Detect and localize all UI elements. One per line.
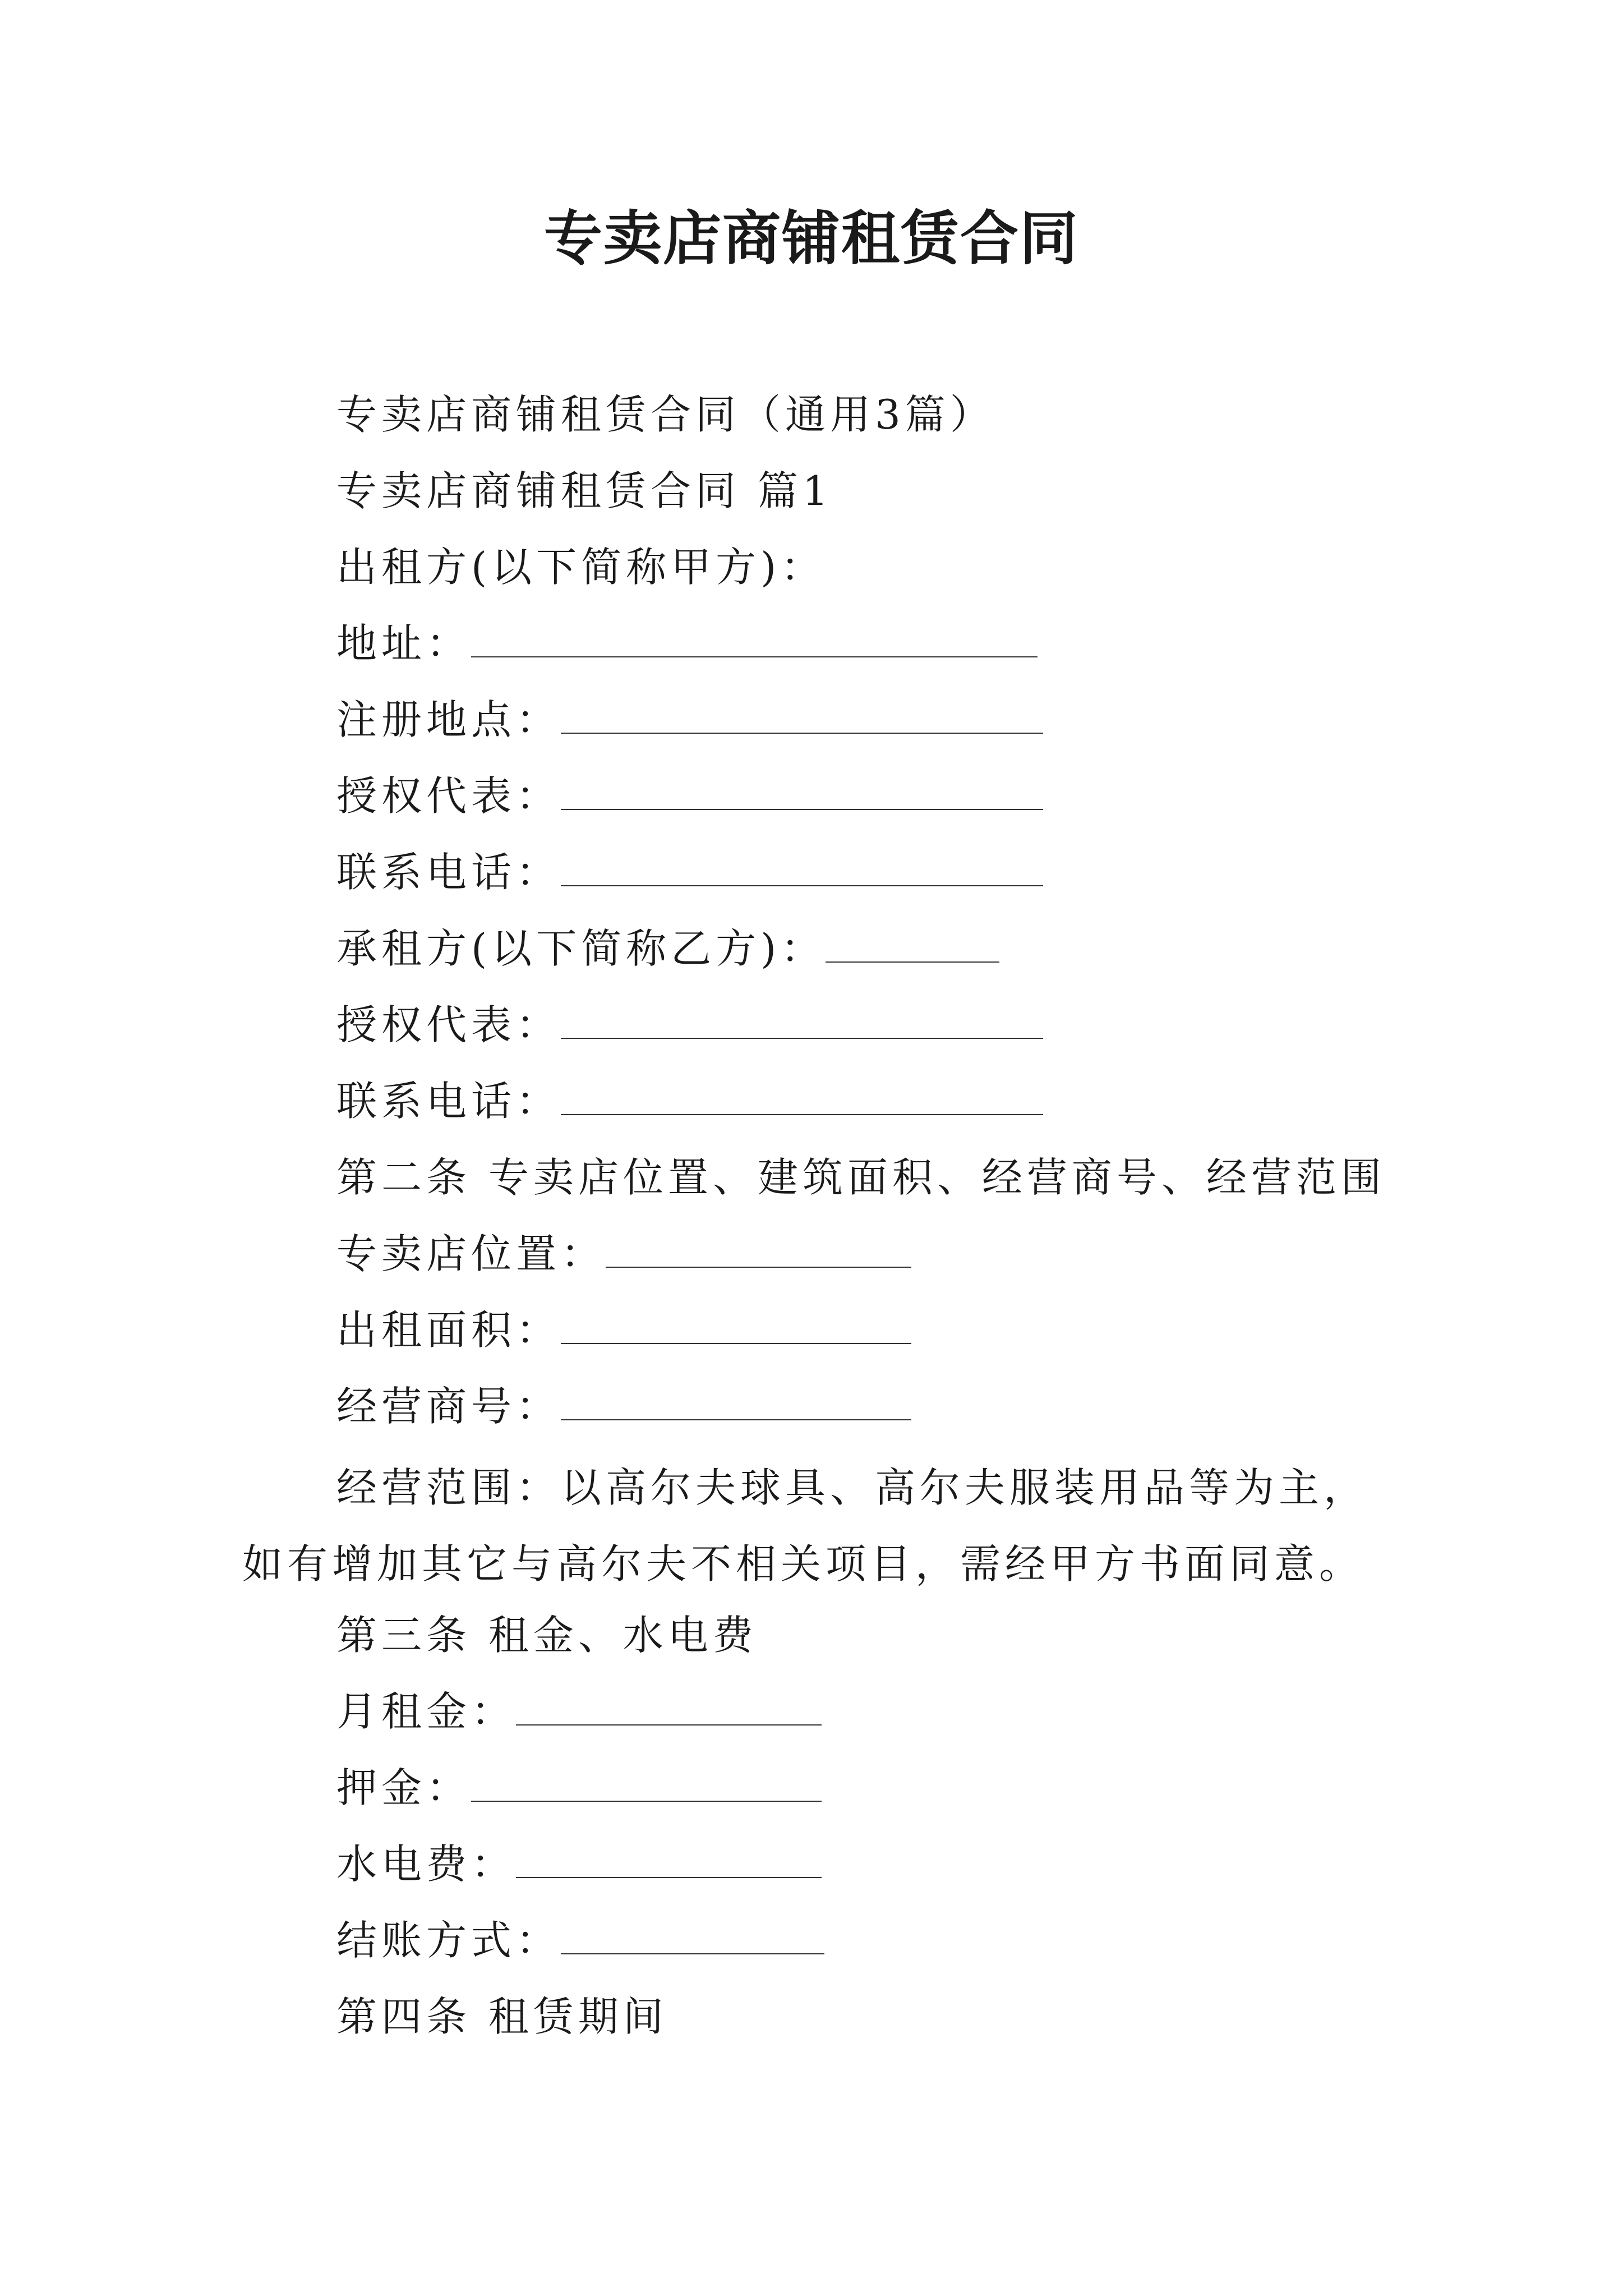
store-location-field — [336, 1226, 911, 1282]
address-field — [336, 615, 1038, 671]
trade-name-field — [336, 1378, 911, 1434]
lessee-representative-blank — [561, 997, 1043, 1039]
utilities-field — [336, 1836, 822, 1892]
trade-name-blank — [561, 1379, 911, 1420]
registered-place-blank — [561, 692, 1043, 734]
address-label: 地址： — [336, 620, 472, 667]
utilities-blank — [516, 1837, 822, 1878]
lessor-phone-blank — [561, 845, 1043, 886]
deposit-label: 押金： — [336, 1764, 472, 1811]
monthly-rent-blank — [516, 1684, 822, 1726]
rental-area-blank — [561, 1303, 911, 1344]
monthly-rent-label: 月租金： — [336, 1688, 517, 1735]
settlement-method-blank — [561, 1913, 824, 1954]
lessee-field — [336, 921, 999, 977]
lessor-representative-blank — [561, 769, 1043, 810]
section-heading-part1: 专卖店商铺租赁合同 篇1 — [336, 467, 833, 514]
settlement-method-field — [336, 1912, 824, 1968]
article-2-heading: 第二条 专卖店位置、建筑面积、经营商号、经营范围 — [336, 1154, 1386, 1201]
lessee-phone-blank — [561, 1074, 1043, 1115]
lessee-representative-field — [336, 997, 1043, 1053]
rental-area-field — [336, 1302, 911, 1358]
address-blank — [471, 616, 1038, 657]
deposit-field — [336, 1760, 822, 1816]
lessor-representative-field — [336, 768, 1043, 824]
business-scope-paragraph: 经营范围：以高尔夫球具、高尔夫服装用品等为主，如有增加其它与高尔夫不相关项目，需经甲方书面同意。 — [242, 1464, 1369, 1588]
trade-name-label: 经营商号： — [336, 1383, 561, 1430]
lessor-representative-label: 授权代表： — [336, 772, 561, 820]
deposit-blank — [471, 1760, 822, 1802]
article-3-heading: 第三条 租金、水电费 — [336, 1612, 758, 1659]
lessee-blank — [826, 921, 999, 963]
contract-subtitle: 专卖店商铺租赁合同（通用3篇） — [336, 391, 995, 438]
lessor-phone-label: 联系电话： — [336, 849, 561, 896]
utilities-label: 水电费： — [336, 1841, 517, 1888]
lessee-label: 承租方(以下简称乙方)： — [336, 925, 826, 972]
settlement-method-label: 结账方式： — [336, 1917, 561, 1964]
lessee-phone-label: 联系电话： — [336, 1078, 561, 1125]
lessee-phone-field — [336, 1073, 1043, 1129]
lessor-label: 出租方(以下简称甲方)： — [336, 544, 826, 591]
lessor-phone-field — [336, 844, 1043, 900]
lessee-representative-label: 授权代表： — [336, 1001, 561, 1048]
document-title: 专卖店商铺租赁合同 — [543, 204, 1079, 273]
rental-area-label: 出租面积： — [336, 1306, 561, 1354]
article-4-heading: 第四条 租赁期间 — [336, 1993, 668, 2040]
monthly-rent-field — [336, 1683, 822, 1740]
store-location-blank — [606, 1226, 911, 1268]
registered-place-label: 注册地点： — [336, 696, 561, 743]
store-location-label: 专卖店位置： — [336, 1230, 606, 1277]
registered-place-field — [336, 692, 1043, 748]
